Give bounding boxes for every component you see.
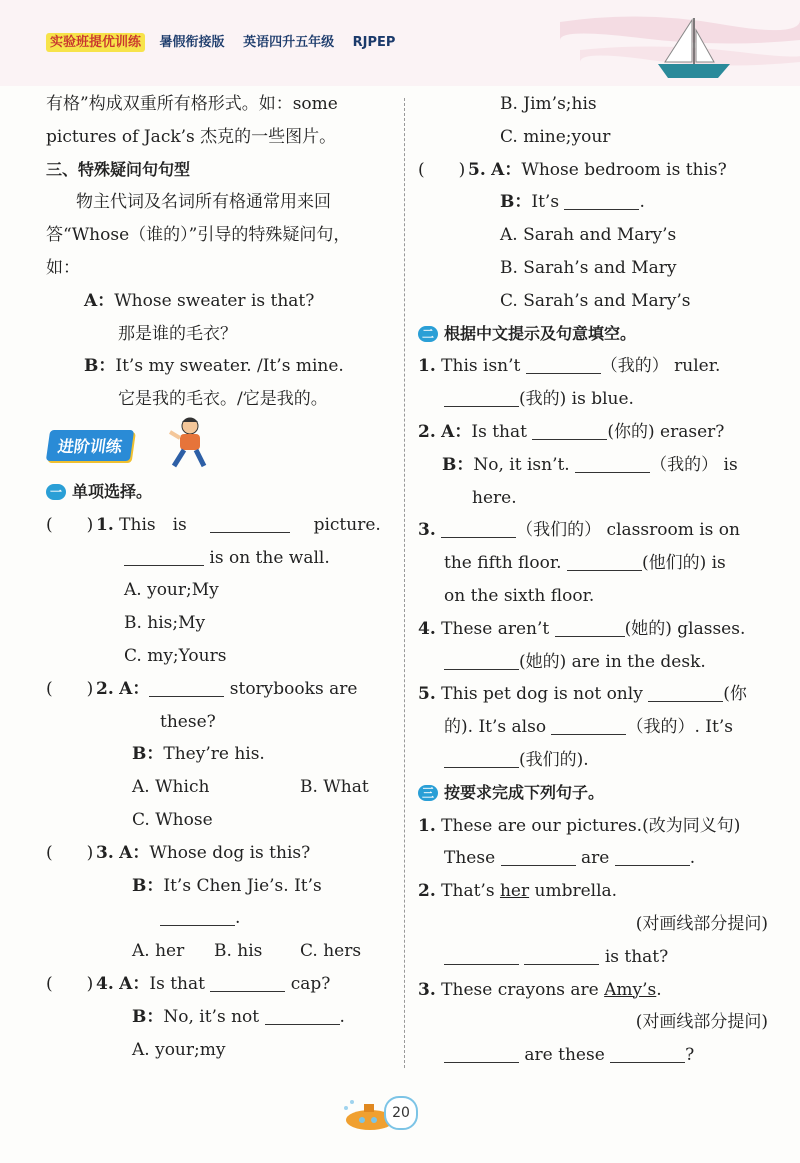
f2-line-3: here. [472,487,517,508]
f3-text-b: the fifth floor. [444,553,562,574]
header-subject: 英语四升五年级 [243,35,335,50]
q1-line-1 [46,509,392,542]
q3-line-3 [46,902,392,935]
q4-option-a: A. your;my [132,1039,226,1060]
r3-blank-2[interactable] [610,1044,685,1063]
r1-text-b2: are [580,848,610,869]
f2-blank-1[interactable] [532,421,607,440]
f5-blank-3[interactable] [444,749,519,768]
r2-note: (对画线部分提问) [635,913,768,934]
q3-b-line [46,870,392,903]
q2-number: 2. [96,678,114,699]
q1-option-a: A. your;My [124,580,219,601]
q3-answer-paren[interactable]: ( ) [46,842,94,863]
r3-text-a1: These crayons are [441,979,599,1000]
q5-number: 5. [468,159,486,180]
example-b [46,350,392,383]
f5-line-3 [418,744,768,777]
q2-answer-paren[interactable]: ( ) [46,678,94,699]
f2-line-1 [418,416,768,449]
q2-a-label: A： [119,678,150,699]
q2-b-text: They’re his. [163,744,265,765]
part3-title [418,777,768,810]
page-header [0,0,800,86]
q4-b-label: B： [132,1006,164,1027]
r2-text-b: is that? [604,946,669,967]
r3-blank-1[interactable] [444,1044,519,1063]
f1-blank-1[interactable] [526,355,601,374]
q2-option-a: A. Which [132,777,210,798]
r3-line-1 [418,974,768,1007]
running-kid-icon [166,416,210,474]
q2-option-b: B. What [300,777,369,798]
sec3-para-3: 如： [46,257,80,278]
q2-blank[interactable] [149,678,224,697]
f2-line-2 [418,449,768,482]
q2-b-line [46,738,392,771]
f1-blank-2[interactable] [444,388,519,407]
f4-line-1 [418,613,768,646]
f5-blank-1[interactable] [648,683,723,702]
f2-number: 2. [418,421,436,442]
q2-line-1 [46,673,392,706]
f5-text-a: This pet dog is not only [441,684,643,705]
header-edition: 暑假衔接版 [159,35,225,50]
f4-text-a: These aren’t [441,618,550,639]
intro-line-1: 有格”构成双重所有格形式。如：some [46,94,338,114]
q1-answer-paren[interactable]: ( ) [46,514,94,535]
section3-title: 三、特殊疑问句句型 [46,159,191,179]
banner-label: 进阶训练 [46,430,134,461]
q3-b-label: B： [132,875,164,896]
sec3-para-2: 答“Whose（谁的）”引导的特殊疑问句， [46,225,351,246]
f4-line-2 [418,646,768,679]
f4-blank-2[interactable] [444,651,519,670]
f2-b-label: B： [442,454,474,475]
q1-blank-2[interactable] [124,547,204,566]
r1-text-b1: These [444,848,496,869]
q4-b-text: No, it’s not [163,1006,260,1027]
f2-text-a: Is that [471,421,527,442]
q5-b-end: . [639,192,645,213]
q5-option-c: C. Sarah’s and Mary’s [500,290,691,311]
r1-text-a: These are our pictures.(改为同义句) [441,815,741,836]
q2-line-2: these? [160,711,216,732]
r2-blank-2[interactable] [524,946,599,965]
part2-title [418,318,768,351]
r3-number: 3. [418,979,436,1000]
q3-option-a: A. her [132,941,185,962]
q5-option-a: A. Sarah and Mary’s [500,225,677,246]
q1-blank-1[interactable] [210,514,290,533]
example-a-cn: 那是谁的毛衣？ [118,323,237,344]
r1-blank-2[interactable] [615,847,690,866]
q4-number: 4. [96,973,114,994]
f2-blank-2[interactable] [575,454,650,473]
example-b-label: B： [84,356,116,377]
q5-answer-paren[interactable]: ( ) [418,159,466,180]
q2-text-a: storybooks are [229,678,358,699]
r2-text-a3: umbrella. [534,881,618,902]
q2-options-ab [46,771,392,804]
q4-option-b: B. Jim’s;his [500,94,597,114]
r2-blank-1[interactable] [444,946,519,965]
q3-options [46,935,392,968]
q5-blank[interactable] [564,191,639,210]
r2-line-3 [418,941,768,974]
r1-line-1 [418,810,768,843]
part1-badge: 一 [46,484,66,500]
q4-blank-2[interactable] [265,1006,340,1025]
r3-note: (对画线部分提问) [635,1012,768,1033]
f5-blank-2[interactable] [551,716,626,735]
f4-number: 4. [418,618,436,639]
q5-a-label: A： [491,159,522,180]
q5-b-text: It’s [531,192,560,213]
f1-line-2 [418,383,768,416]
f2-text-b: (你的) eraser? [607,421,725,442]
q4-answer-paren[interactable]: ( ) [46,973,94,994]
q1-option-b: B. his;My [124,613,206,634]
q3-blank[interactable] [160,907,235,926]
q3-a-label: A： [119,842,150,863]
r3-underlined-word: Amy’s [604,979,657,1000]
q4-a-text-1: Is that [149,973,205,994]
q1-text-a: This is [119,514,187,535]
f1-text-b: （我的） ruler. [600,356,721,377]
f4-text-c: (她的) are in the desk. [519,651,706,672]
f3-text-c: (他们的) is [641,553,726,574]
f5-text-d: （我的）. It’s [626,717,733,738]
q3-b-text: It’s Chen Jie’s. It’s [163,875,322,896]
part2-title-text: 根据中文提示及句意填空。 [444,323,637,343]
q1-text-b: picture. [313,514,381,535]
part1-title [46,476,392,509]
left-column [46,88,392,1066]
q1-option-c: C. my;Yours [124,645,227,666]
part3-badge: 三 [418,785,438,801]
f4-blank-1[interactable] [555,618,625,637]
q5-option-b: B. Sarah’s and Mary [500,257,677,278]
q1-number: 1. [96,514,114,535]
q3-a-text: Whose dog is this? [149,842,311,863]
q2-b-label: B： [132,744,164,765]
r2-number: 2. [418,881,436,902]
r2-line-1 [418,875,768,908]
r3-line-3 [418,1039,768,1072]
f2-text-d: （我的） is [650,454,738,475]
q5-line-1 [418,154,768,187]
f3-blank-1[interactable] [441,519,516,538]
q2-option-c: C. Whose [132,809,213,830]
right-column [418,88,768,1072]
page-number: 20 [384,1096,418,1130]
q4-option-c: C. mine;your [500,126,611,147]
q3-option-c: C. hers [300,941,362,962]
q4-b-end: . [339,1006,345,1027]
sec3-para-1: 物主代词及名词所有格通常用来回 [76,192,331,213]
q3-option-b: B. his [214,941,263,962]
q4-blank-1[interactable] [210,973,285,992]
r3-end: ? [685,1045,695,1066]
f3-text-a: （我们的） classroom is on [516,520,740,541]
header-code: RJPEP [352,35,396,50]
r1-number: 1. [418,815,436,836]
f5-number: 5. [418,684,436,705]
q4-b-line [46,1001,392,1034]
q3-end: . [235,908,241,929]
advanced-training-banner [46,416,392,476]
f3-number: 3. [418,520,436,541]
f5-text-e: (我们的). [519,749,589,770]
f1-line-1 [418,350,768,383]
r1-line-2 [418,842,768,875]
intro-line-2: pictures of Jack’s 杰克的一些图片。 [46,126,337,147]
f3-line-2 [418,547,768,580]
header-title [46,31,409,50]
f5-text-b: (你 [723,684,747,705]
example-b-cn: 它是我的毛衣。/它是我的。 [118,389,328,410]
q5-a-text: Whose bedroom is this? [521,159,727,180]
q1-text-c: is on the wall. [209,547,330,568]
q3-line-1 [46,837,392,870]
example-a-label: A： [84,290,115,311]
f5-line-1 [418,678,768,711]
part3-title-text: 按要求完成下列句子。 [444,782,605,802]
example-b-text: It’s my sweater. /It’s mine. [115,356,344,377]
f4-text-b: (她的) glasses. [624,618,746,639]
q4-a-label: A： [119,973,150,994]
r3-text-b: are these [524,1045,605,1066]
column-divider [404,98,405,1068]
f1-text-c: (我的) is blue. [519,389,634,410]
f3-line-3: on the sixth floor. [444,585,595,606]
q3-number: 3. [96,842,114,863]
part2-badge: 二 [418,326,438,342]
f1-text-a: This isn’t [441,356,521,377]
r3-text-a3: . [656,979,662,1000]
example-a-text: Whose sweater is that? [114,290,315,311]
r1-blank-1[interactable] [501,847,576,866]
f3-line-1 [418,514,768,547]
q5-b-label: B： [500,192,532,213]
q4-line-1 [46,968,392,1001]
example-a [46,285,392,318]
f2-text-c: No, it isn’t. [473,454,570,475]
q1-line-2 [46,542,392,575]
r2-text-a1: That’s [441,881,495,902]
r1-end: . [689,848,696,869]
f1-number: 1. [418,356,436,377]
f2-a-label: A： [441,421,472,442]
f5-line-2 [418,711,768,744]
f3-blank-2[interactable] [567,552,642,571]
q5-b-line [418,186,768,219]
q4-a-text-2: cap? [290,973,331,994]
part1-title-text: 单项选择。 [72,481,153,501]
r2-underlined-word: her [499,881,530,902]
f5-text-c: 的). It’s also [444,717,547,738]
page-footer [340,1088,460,1138]
header-brand: 实验班提优训练 [46,33,145,52]
